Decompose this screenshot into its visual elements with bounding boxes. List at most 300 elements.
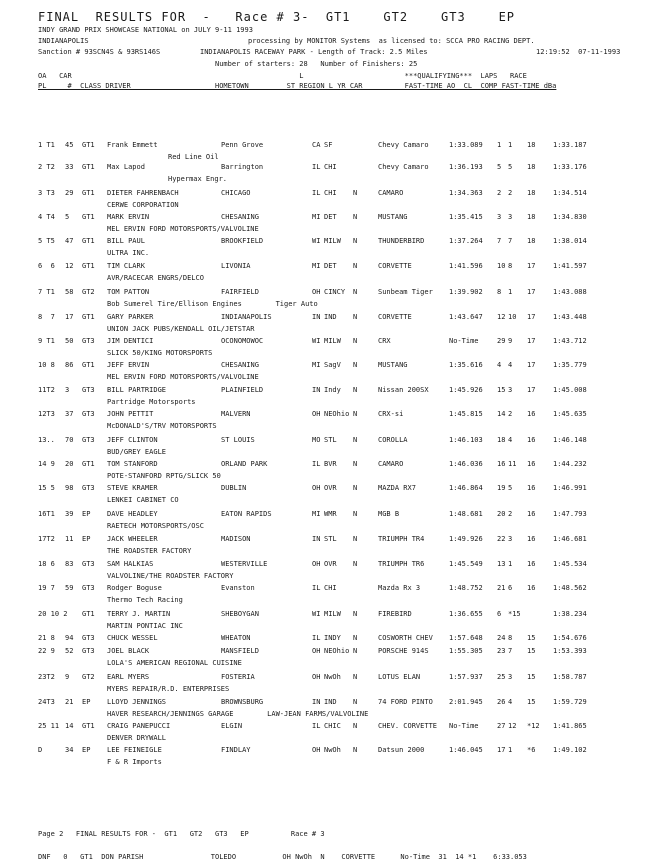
cell-fast: 1:45.635 (553, 410, 587, 418)
cell-car-make: CORVETTE (378, 313, 412, 321)
cell-st: WI (312, 337, 321, 345)
cell-car-make: MGB B (378, 510, 400, 518)
starters-line: Number of starters: 28 Number of Finishers: 25 (215, 60, 418, 68)
cell-fast: 1:54.676 (553, 634, 587, 642)
cell-car: 11 (65, 535, 74, 543)
cell-fast: 1:46.148 (553, 436, 587, 444)
cell-cl: 1 (508, 560, 513, 568)
cell-cls: GT1 (82, 189, 95, 197)
cell-reg: Indy (324, 386, 341, 394)
sanction-line: Sanction # 93SCN4S & 93RS146S (38, 48, 161, 56)
cell-qtime: 1:35.616 (449, 361, 483, 369)
cell-fast: 1:35.779 (553, 361, 587, 369)
cell-l: N (353, 262, 358, 270)
cell-laps: 17 (527, 288, 536, 296)
cell-pos: 9 T1 (38, 337, 55, 345)
cell-car-make: PORSCHE 914S (378, 647, 429, 655)
cell-cls: EP (82, 698, 91, 706)
cell-ao: 13 (497, 560, 506, 568)
cell-car-make: CRX (378, 337, 391, 345)
cell-st: MO (312, 436, 321, 444)
cell-l: N (353, 386, 358, 394)
cell-fast: 1:33.187 (553, 141, 587, 149)
cell-cl: 11 (508, 460, 517, 468)
cell-ao: 14 (497, 410, 506, 418)
cell-qtime: 1:48.752 (449, 584, 483, 592)
cell-laps: 15 (527, 634, 536, 642)
cell-reg: NwOh (324, 746, 341, 754)
cell-cl: 7 (508, 647, 513, 655)
cell-sponsor: MARTIN PONTIAC INC (107, 622, 183, 630)
cell-qtime: 2:01.945 (449, 698, 483, 706)
cell-st: IN (312, 386, 321, 394)
cell-driver: TERRY J. MARTIN (107, 610, 171, 618)
cell-reg: CHIC (324, 722, 341, 730)
cell-laps: 17 (527, 313, 536, 321)
cell-reg: SagV (324, 361, 341, 369)
cell-qtime: 1:45.815 (449, 410, 483, 418)
cell-l: N (353, 560, 358, 568)
cell-st: IL (312, 460, 321, 468)
cell-home: BROWNSBURG (221, 698, 264, 706)
cell-car: 21 (65, 698, 74, 706)
cell-st: WI (312, 237, 321, 245)
cell-fast: 1:41.865 (553, 722, 587, 730)
cell-l: N (353, 698, 358, 706)
cell-home: BROOKFIELD (221, 237, 264, 245)
cell-car: 3 (65, 386, 70, 394)
cell-car-make: Chevy Camaro (378, 163, 429, 171)
cell-laps: 16 (527, 510, 536, 518)
cell-l: N (353, 610, 358, 618)
cell-pos: 11T2 (38, 386, 55, 394)
cell-cls: GT1 (82, 213, 95, 221)
cell-st: IL (312, 189, 321, 197)
page-title: FINAL RESULTS FOR - Race # 3- GT1 GT2 GT3 EP (38, 10, 516, 24)
cell-ao: 29 (497, 337, 506, 345)
processing-line: processing by MONITOR Systems as licensed to: SCCA PRO RACING DEPT. (248, 37, 535, 45)
cell-sponsor: Thermo Tech Racing (107, 596, 183, 604)
cell-car: 58 (65, 288, 74, 296)
cell-sponsor: Hypermax Engr. (168, 175, 228, 183)
cell-reg: OVR (324, 560, 337, 568)
cell-cl: 4 (508, 698, 513, 706)
cell-fast: 1:48.562 (553, 584, 587, 592)
cell-pos: 12T3 (38, 410, 55, 418)
cell-fast: 1:59.729 (553, 698, 587, 706)
cell-qtime: 1:43.647 (449, 313, 483, 321)
cell-car-make: Datsun 2000 (378, 746, 425, 754)
cell-reg: NEOhio (324, 647, 350, 655)
cell-cls: EP (82, 510, 91, 518)
cell-car-make: MAZDA RX7 (378, 484, 416, 492)
cell-l: N (353, 510, 358, 518)
cell-driver: CHUCK WESSEL (107, 634, 158, 642)
cell-cl: 7 (508, 237, 513, 245)
cell-ao: 27 (497, 722, 506, 730)
cell-fast: 1:46.991 (553, 484, 587, 492)
cell-ao: 3 (497, 213, 502, 221)
cell-car: 5 (65, 213, 70, 221)
cell-reg: CINCY (324, 288, 346, 296)
cell-car: 29 (65, 189, 74, 197)
cell-home: SHEBOYGAN (221, 610, 259, 618)
cell-sponsor: ULTRA INC. (107, 249, 150, 257)
cell-driver: STEVE KRAMER (107, 484, 158, 492)
cell-fast: 1:44.232 (553, 460, 587, 468)
cell-driver: EARL MYERS (107, 673, 150, 681)
cell-home: ORLAND PARK (221, 460, 268, 468)
cell-sponsor: DENVER DRYWALL (107, 734, 167, 742)
cell-driver: DAVE HEADLEY (107, 510, 158, 518)
cell-laps: 18 (527, 189, 536, 197)
cell-car: 39 (65, 510, 74, 518)
cell-sponsor: MEL ERVIN FORD MOTORSPORTS/VALVOLINE (107, 225, 259, 233)
cell-ao: 25 (497, 673, 506, 681)
cell-cls: GT1 (82, 722, 95, 730)
cell-cls: EP (82, 535, 91, 543)
cell-car-make: COROLLA (378, 436, 408, 444)
cell-laps: 15 (527, 698, 536, 706)
cell-driver: GARY PARKER (107, 313, 154, 321)
cell-cls: GT3 (82, 647, 95, 655)
cell-reg: CHI (324, 584, 337, 592)
cell-ao: 22 (497, 535, 506, 543)
cell-st: CA (312, 141, 321, 149)
cell-cl: 4 (508, 436, 513, 444)
cell-st: OH (312, 746, 321, 754)
cell-reg: CHI (324, 189, 337, 197)
cell-l: N (353, 313, 358, 321)
cell-ao: 18 (497, 436, 506, 444)
cell-ao: 20 (497, 510, 506, 518)
cell-st: IN (312, 535, 321, 543)
cell-ao: 1 (497, 141, 502, 149)
cell-pos: 23T2 (38, 673, 55, 681)
cell-reg: INDY (324, 634, 341, 642)
cell-qtime: 1:55.305 (449, 647, 483, 655)
cell-laps: 16 (527, 535, 536, 543)
cell-l: N (353, 213, 358, 221)
cell-cls: GT1 (82, 141, 95, 149)
cell-car: 70 (65, 436, 74, 444)
cell-l: N (353, 634, 358, 642)
cell-reg: DET (324, 213, 337, 221)
cell-st: MI (312, 510, 321, 518)
event-line: INDY GRAND PRIX SHOWCASE NATIONAL on JULY 9-11 1993 (38, 26, 253, 34)
cell-driver: LLOYD JENNINGS (107, 698, 167, 706)
cell-ao: 2 (497, 189, 502, 197)
cell-cls: GT3 (82, 584, 95, 592)
cell-pos: 1 T1 (38, 141, 55, 149)
cell-home: CHESANING (221, 213, 259, 221)
cell-driver: JOHN PETTIT (107, 410, 154, 418)
cell-qtime: 1:36.193 (449, 163, 483, 171)
cell-cl: 12 (508, 722, 517, 730)
cell-driver: Max Lapod (107, 163, 145, 171)
cell-st: IL (312, 163, 321, 171)
cell-laps: 18 (527, 213, 536, 221)
cell-qtime: 1:45.549 (449, 560, 483, 568)
cell-car: 34 (65, 746, 74, 754)
cell-driver: TOM PATTON (107, 288, 150, 296)
cell-car-make: Mazda Rx 3 (378, 584, 421, 592)
cell-qtime: 1:36.655 (449, 610, 483, 618)
cell-sponsor: CERWE CORPORATION (107, 201, 179, 209)
cell-ao: 16 (497, 460, 506, 468)
cell-cl: 4 (508, 361, 513, 369)
cell-sponsor: MYERS REPAIR/R.D. ENTERPRISES (107, 685, 230, 693)
cell-driver: DIETER FAHRENBACH (107, 189, 179, 197)
cell-car-make: CORVETTE (378, 262, 412, 270)
cell-ao: 15 (497, 386, 506, 394)
cell-ao: 23 (497, 647, 506, 655)
cell-car-make: CAMARO (378, 189, 404, 197)
cell-driver: Frank Emmett (107, 141, 158, 149)
cell-ao: 7 (497, 237, 502, 245)
cell-pos: 21 8 (38, 634, 55, 642)
cell-cls: GT2 (82, 288, 95, 296)
cell-cls: GT1 (82, 361, 95, 369)
cell-fast: 1:47.793 (553, 510, 587, 518)
cell-cls: GT3 (82, 386, 95, 394)
cell-cls: GT2 (82, 673, 95, 681)
cell-cls: GT1 (82, 163, 95, 171)
cell-cl: 3 (508, 673, 513, 681)
cell-cl: *15 (508, 610, 521, 618)
cell-sponsor: POTE-STANFORD RPTG/SLICK 50 (107, 472, 221, 480)
cell-pos: 25 11 (38, 722, 60, 730)
cell-sponsor: RAETECH MOTORSPORTS/OSC (107, 522, 204, 530)
cell-car-make: Sunbeam Tiger (378, 288, 433, 296)
cell-fast: 1:45.008 (553, 386, 587, 394)
cell-sponsor: BUD/GREY EAGLE (107, 448, 167, 456)
cell-pos: 22 9 (38, 647, 55, 655)
cell-st: MI (312, 213, 321, 221)
cell-qtime: 1:46.045 (449, 746, 483, 754)
cell-cl: 8 (508, 262, 513, 270)
cell-pos: 18 6 (38, 560, 55, 568)
cell-l: N (353, 484, 358, 492)
cell-l: N (353, 460, 358, 468)
cell-qtime: 1:57.648 (449, 634, 483, 642)
cell-reg: MILW (324, 610, 341, 618)
cell-fast: 1:38.234 (553, 610, 587, 618)
cell-qtime: 1:45.926 (449, 386, 483, 394)
cell-cl: 1 (508, 746, 513, 754)
cell-pos: 3 T3 (38, 189, 55, 197)
cell-laps: *12 (527, 722, 540, 730)
cell-sponsor: SLICK 50/KING MOTORSPORTS (107, 349, 213, 357)
cell-cl: 9 (508, 337, 513, 345)
cell-car: 86 (65, 361, 74, 369)
cell-reg: WMR (324, 510, 337, 518)
cell-car-make: LOTUS ELAN (378, 673, 421, 681)
cell-ao: 6 (497, 610, 502, 618)
cell-pos: 2 T2 (38, 163, 55, 171)
cell-sponsor: McDONALD'S/TRV MOTORSPORTS (107, 422, 217, 430)
track-line: INDIANAPOLIS RACEWAY PARK - Length of Track: 2.5 Miles (200, 48, 428, 56)
cell-laps: 16 (527, 410, 536, 418)
cell-reg: NwOh (324, 673, 341, 681)
cell-home: Barrington (221, 163, 264, 171)
cell-laps: 16 (527, 460, 536, 468)
cell-sponsor: THE ROADSTER FACTORY (107, 547, 192, 555)
cell-home: MANSFIELD (221, 647, 259, 655)
cell-pos: 19 7 (38, 584, 55, 592)
cell-car-make: COSWORTH CHEV (378, 634, 433, 642)
cell-home: ELGIN (221, 722, 243, 730)
cell-driver: BILL PARTRIDGE (107, 386, 167, 394)
cell-qtime: No-Time (449, 337, 479, 345)
cell-car: 45 (65, 141, 74, 149)
cell-reg: NEOhio (324, 410, 350, 418)
cell-l: N (353, 647, 358, 655)
city-line: INDIANAPOLIS (38, 37, 89, 45)
cell-cl: 2 (508, 189, 513, 197)
cell-st: IN (312, 698, 321, 706)
cell-ao: 10 (497, 262, 506, 270)
cell-cl: 1 (508, 141, 513, 149)
cell-l: N (353, 189, 358, 197)
cell-laps: 17 (527, 262, 536, 270)
cell-laps: 17 (527, 386, 536, 394)
cell-fast: 1:43.088 (553, 288, 587, 296)
cell-qtime: 1:48.681 (449, 510, 483, 518)
cell-qtime: 1:39.902 (449, 288, 483, 296)
cell-ao: 17 (497, 746, 506, 754)
cell-car: 14 (65, 722, 74, 730)
column-header-row1: OA CAR L ***QUALIFYING*** LAPS RACE (38, 72, 527, 80)
cell-fast: 1:43.712 (553, 337, 587, 345)
cell-reg: STL (324, 436, 337, 444)
cell-home: FAIRFIELD (221, 288, 259, 296)
cell-driver: SAM HALKIAS (107, 560, 154, 568)
cell-fast: 1:34.514 (553, 189, 587, 197)
timestamp: 12:19:52 07-11-1993 (536, 48, 621, 56)
cell-car-make: CAMARO (378, 460, 404, 468)
cell-home: DUBLIN (221, 484, 247, 492)
cell-car: 98 (65, 484, 74, 492)
cell-pos: 24T3 (38, 698, 55, 706)
cell-driver: JACK WHEELER (107, 535, 158, 543)
cell-sponsor: MEL ERVIN FORD MOTORSPORTS/VALVOLINE (107, 373, 259, 381)
cell-cls: GT3 (82, 560, 95, 568)
cell-l: N (353, 746, 358, 754)
cell-qtime: 1:49.926 (449, 535, 483, 543)
cell-fast: 1:34.830 (553, 213, 587, 221)
cell-cl: 1 (508, 288, 513, 296)
cell-driver: JEFF CLINTON (107, 436, 158, 444)
cell-laps: 18 (527, 141, 536, 149)
cell-ao: 8 (497, 288, 502, 296)
cell-qtime: 1:41.596 (449, 262, 483, 270)
cell-home: Evanston (221, 584, 255, 592)
cell-fast: 1:41.597 (553, 262, 587, 270)
footer-dnf-line: DNF 0 GT1 DON PARISH TOLEDO OH NwOh N CORVETTE No-Time 31 14 *1 6:33.053 (38, 853, 527, 861)
cell-pos: 16T1 (38, 510, 55, 518)
cell-cls: GT3 (82, 484, 95, 492)
cell-ao: 21 (497, 584, 506, 592)
cell-cls: EP (82, 746, 91, 754)
cell-car-make: CRX-si (378, 410, 404, 418)
cell-home: WHEATON (221, 634, 251, 642)
cell-pos: 5 T5 (38, 237, 55, 245)
cell-car-make: CHEV. CORVETTE (378, 722, 438, 730)
cell-laps: *6 (527, 746, 536, 754)
cell-cl: 5 (508, 163, 513, 171)
cell-car-make: MUSTANG (378, 361, 408, 369)
cell-car: 52 (65, 647, 74, 655)
cell-l: N (353, 722, 358, 730)
cell-home: EATON RAPIDS (221, 510, 272, 518)
cell-st: WI (312, 610, 321, 618)
cell-l: N (353, 436, 358, 444)
cell-home: CHICAGO (221, 189, 251, 197)
cell-fast: 1:53.393 (553, 647, 587, 655)
cell-fast: 1:33.176 (553, 163, 587, 171)
cell-cls: GT1 (82, 313, 95, 321)
cell-st: OH (312, 560, 321, 568)
cell-fast: 1:38.014 (553, 237, 587, 245)
cell-home: MALVERN (221, 410, 251, 418)
cell-car: 37 (65, 410, 74, 418)
column-header-row2: PL # CLASS DRIVER HOMETOWN ST REGION L YR CAR FAST-TIME AO CL COMP FAST-TIME dBa (38, 82, 557, 90)
cell-qtime: 1:57.937 (449, 673, 483, 681)
cell-st: IN (312, 313, 321, 321)
cell-driver: LEE FEINEIGLE (107, 746, 162, 754)
cell-reg: STL (324, 535, 337, 543)
cell-cl: 10 (508, 313, 517, 321)
cell-st: MI (312, 361, 321, 369)
cell-ao: 5 (497, 163, 502, 171)
cell-st: IL (312, 722, 321, 730)
cell-cls: GT3 (82, 634, 95, 642)
cell-reg: BVR (324, 460, 337, 468)
cell-ao: 4 (497, 361, 502, 369)
cell-qtime: 1:46.864 (449, 484, 483, 492)
cell-reg: SF (324, 141, 333, 149)
cell-ao: 24 (497, 634, 506, 642)
cell-laps: 15 (527, 647, 536, 655)
cell-car-make: Nissan 200SX (378, 386, 429, 394)
cell-reg: IND (324, 698, 337, 706)
cell-cl: 5 (508, 484, 513, 492)
cell-cl: 2 (508, 410, 513, 418)
cell-car: 59 (65, 584, 74, 592)
cell-sponsor: Red Line Oil (168, 153, 219, 161)
cell-qtime: 1:46.036 (449, 460, 483, 468)
cell-st: OH (312, 484, 321, 492)
cell-reg: CHI (324, 163, 337, 171)
cell-l: N (353, 288, 358, 296)
cell-sponsor: VALVOLINE/THE ROADSTER FACTORY (107, 572, 234, 580)
cell-driver: TIM CLARK (107, 262, 145, 270)
cell-home: INDIANAPOLIS (221, 313, 272, 321)
cell-sponsor: Bob Sumerel Tire/Ellison Engines Tiger Auto (107, 300, 318, 308)
cell-home: CHESANING (221, 361, 259, 369)
cell-laps: 16 (527, 484, 536, 492)
cell-pos: 8 7 (38, 313, 55, 321)
cell-cls: GT1 (82, 610, 95, 618)
cell-cl: 3 (508, 535, 513, 543)
cell-pos: 14 9 (38, 460, 55, 468)
cell-pos: 17T2 (38, 535, 55, 543)
cell-sponsor: LOLA'S AMERICAN REGIONAL CUISINE (107, 659, 242, 667)
cell-qtime: 1:35.415 (449, 213, 483, 221)
cell-cl: 8 (508, 634, 513, 642)
cell-cl: 2 (508, 510, 513, 518)
